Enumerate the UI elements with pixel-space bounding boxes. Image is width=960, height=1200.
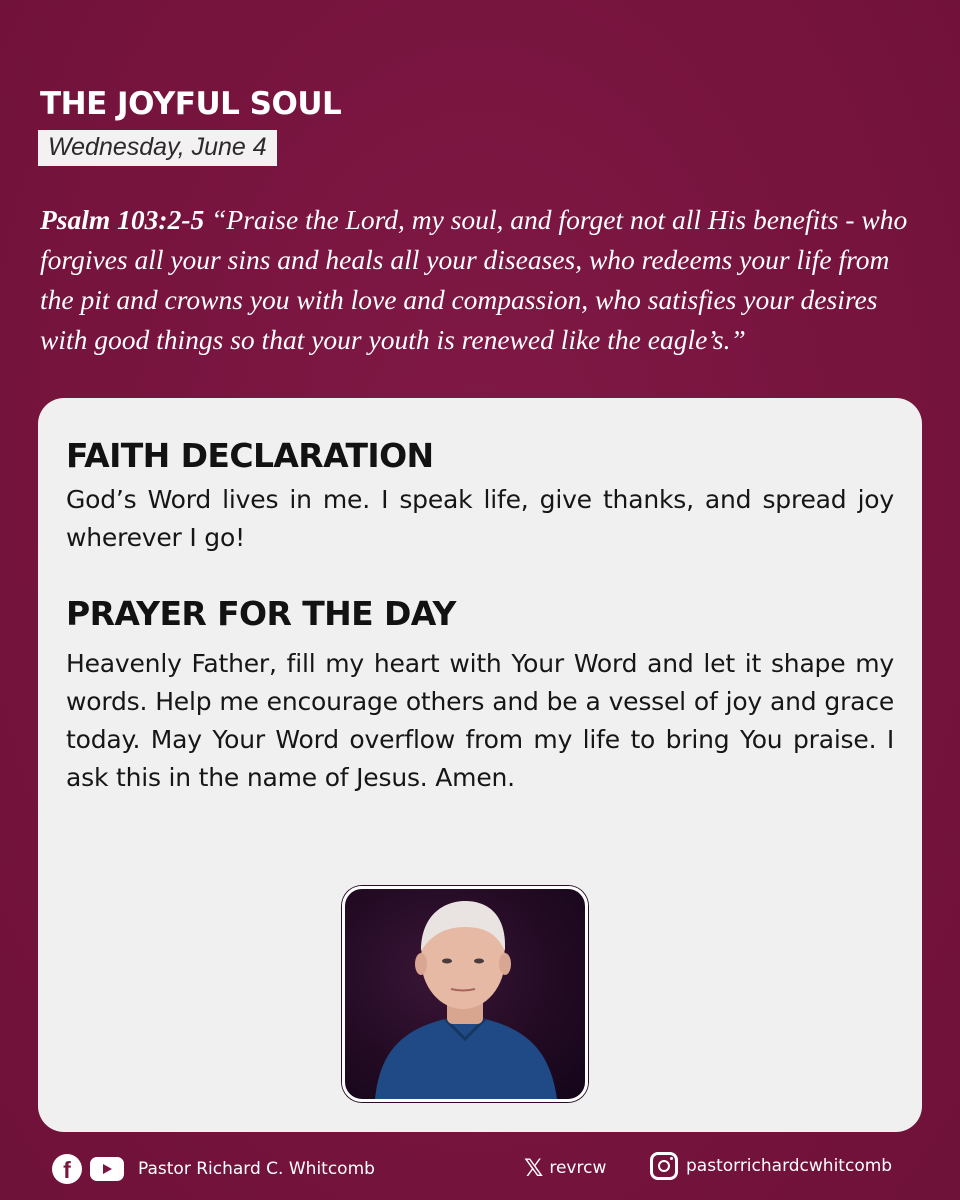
scripture-passage	[40, 200, 925, 360]
date-label: Wednesday, June 4	[38, 130, 277, 166]
facebook-icon[interactable]: f	[52, 1154, 82, 1184]
instagram-handle: pastorrichardcwhitcomb	[686, 1156, 893, 1176]
x-icon[interactable]: 𝕏	[524, 1154, 544, 1182]
faith-declaration-heading: FAITH DECLARATION	[66, 436, 434, 475]
devotional-card	[38, 398, 922, 1132]
instagram-icon[interactable]	[650, 1152, 678, 1180]
scripture-text: “Praise the Lord, my soul, and forget not all His benefits - who forgives all your sins and heals all your diseases, who redeems your life from the pit and crowns you with love and compassion, who satisfies your desires with good things so that your youth is renewed like the eagle’s.”	[40, 204, 908, 355]
x-handle: revrcw	[549, 1158, 607, 1178]
youtube-icon[interactable]	[90, 1157, 124, 1181]
footer-instagram-account[interactable]	[650, 1152, 892, 1180]
footer-social-name	[52, 1154, 375, 1184]
footer-pastor-name: Pastor Richard C. Whitcomb	[138, 1159, 375, 1179]
footer	[0, 1150, 960, 1186]
faith-declaration-text: God’s Word lives in me. I speak life, give thanks, and spread joy wherever I go!	[66, 485, 894, 552]
page-title: THE JOYFUL SOUL	[40, 86, 342, 122]
pastor-photo	[342, 886, 588, 1102]
pastor-portrait-icon	[345, 889, 585, 1099]
scripture-reference: Psalm 103:2-5	[40, 204, 205, 235]
footer-x-account[interactable]	[524, 1154, 606, 1182]
prayer-heading: PRAYER FOR THE DAY	[66, 594, 456, 633]
prayer-text: Heavenly Father, fill my heart with Your Word and let it shape my words. Help me encourage others and be a vessel of joy and grace today. May Your Word overflow from my life to bring You praise. I ask this in the name of Jesus. Amen.	[66, 649, 894, 792]
